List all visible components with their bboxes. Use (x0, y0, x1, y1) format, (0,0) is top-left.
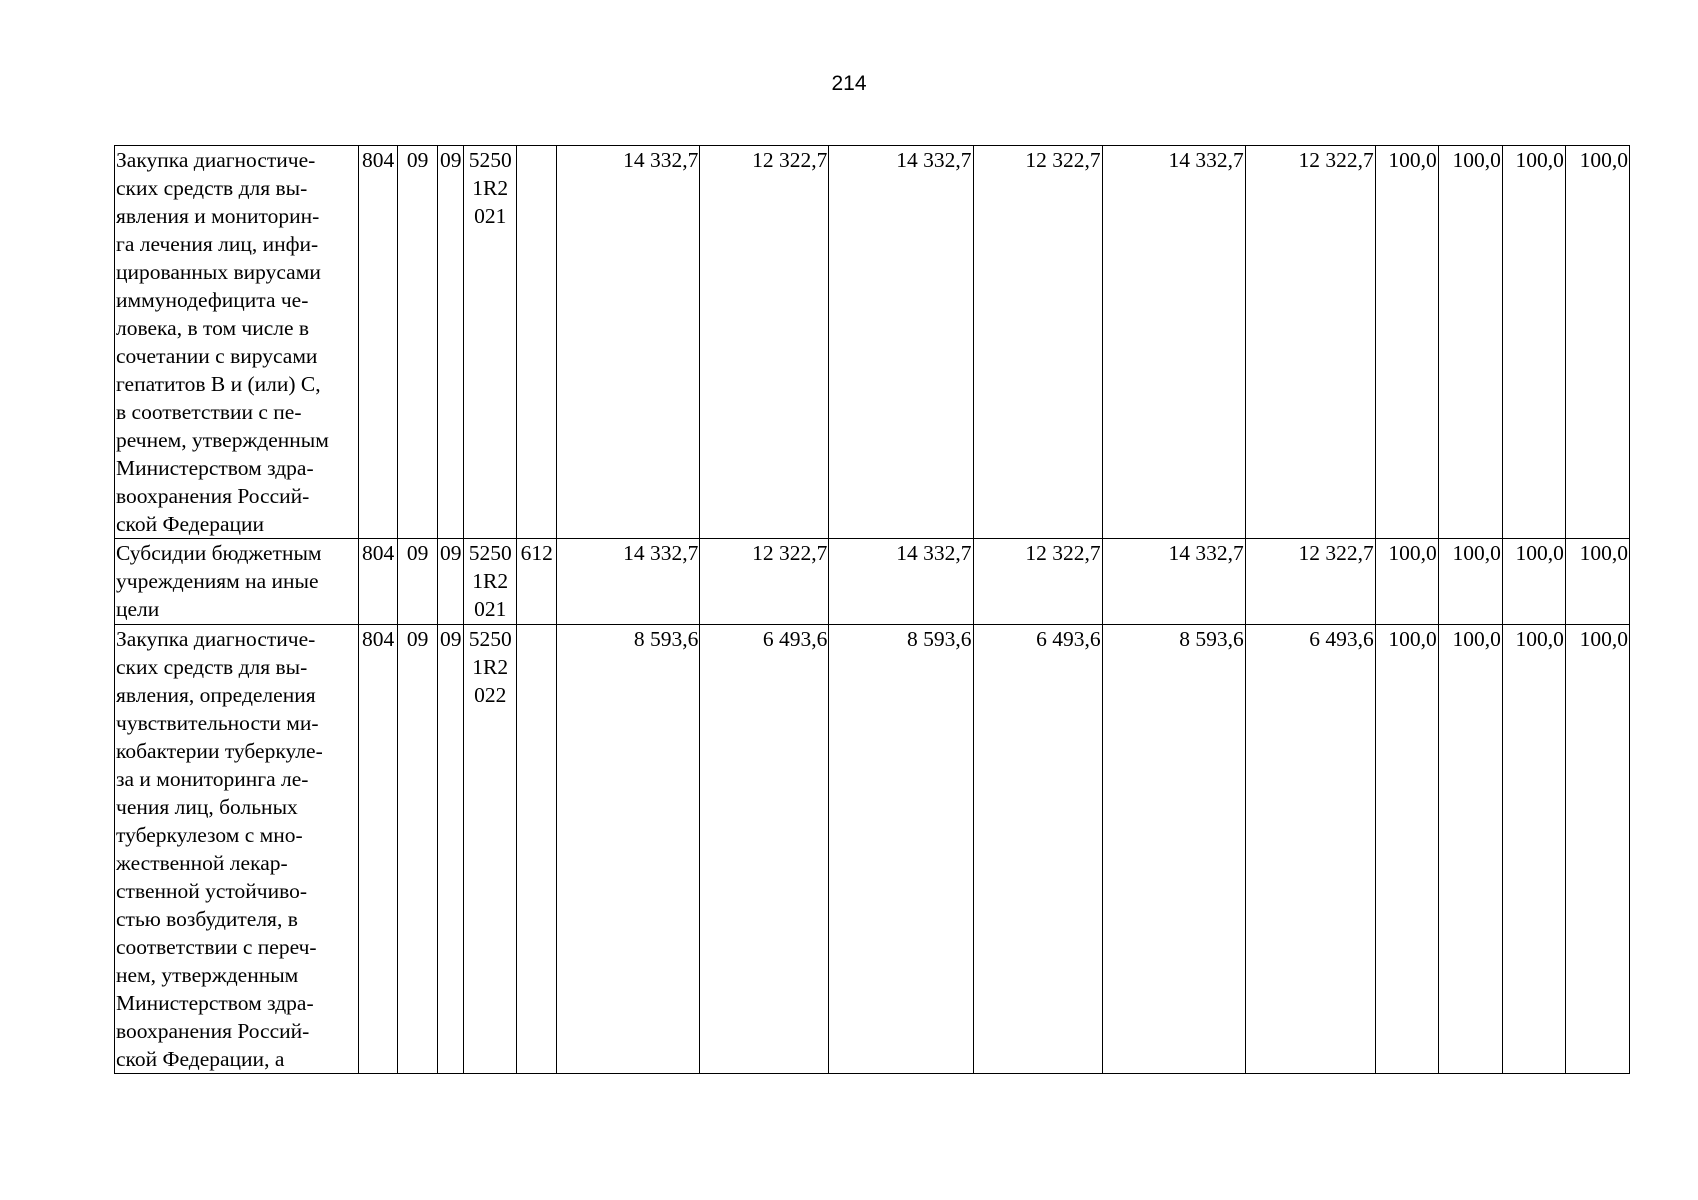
row-name: Закупка диагностиче- ских средств для вы- явления, определения чувствительности ми- кобактерии туберкуле- за и мониторинга ле- чения лиц, больных туберкулезом с мно- жественной лекар- ственной устойчиво- стью возбудителя, в соответствии с переч- нем, утвержденным Министерством здра- воохранения Россий- ской Федерации, а (115, 625, 359, 1074)
section-code: 09 (398, 146, 438, 539)
value-cell: 6 493,6 (700, 625, 829, 1074)
percent-cell: 100,0 (1438, 146, 1502, 539)
value-cell: 14 332,7 (557, 146, 700, 539)
value-cell: 6 493,6 (973, 625, 1102, 1074)
subsection-code: 09 (438, 146, 464, 539)
section-code: 09 (398, 539, 438, 625)
percent-cell: 100,0 (1375, 539, 1438, 625)
budget-table (114, 145, 1630, 1074)
percent-cell: 100,0 (1565, 625, 1629, 1074)
ministry-code: 804 (359, 146, 398, 539)
value-cell: 8 593,6 (557, 625, 700, 1074)
value-cell: 12 322,7 (1245, 539, 1375, 625)
percent-cell: 100,0 (1438, 625, 1502, 1074)
value-cell: 12 322,7 (973, 539, 1102, 625)
value-cell: 12 322,7 (973, 146, 1102, 539)
value-cell: 12 322,7 (1245, 146, 1375, 539)
percent-cell: 100,0 (1375, 625, 1438, 1074)
percent-cell: 100,0 (1502, 146, 1565, 539)
percent-cell: 100,0 (1565, 539, 1629, 625)
percent-cell: 100,0 (1502, 625, 1565, 1074)
percent-cell: 100,0 (1565, 146, 1629, 539)
target-article-code: 5250 1R2 022 (464, 625, 517, 1074)
expense-type-code (517, 146, 557, 539)
value-cell: 12 322,7 (700, 146, 829, 539)
table-row (115, 625, 1630, 1074)
value-cell: 14 332,7 (557, 539, 700, 625)
percent-cell: 100,0 (1502, 539, 1565, 625)
value-cell: 14 332,7 (1102, 539, 1245, 625)
expense-type-code (517, 625, 557, 1074)
ministry-code: 804 (359, 539, 398, 625)
expense-type-code: 612 (517, 539, 557, 625)
row-name: Субсидии бюджетным учреждениям на иные цели (115, 539, 359, 625)
table-row (115, 146, 1630, 539)
row-name: Закупка диагностиче- ских средств для вы- явления и мониторин- га лечения лиц, инфи- цированных вирусами иммунодефицита че- ловека, в том числе в сочетании с вирусами гепатитов В и (или) С, в соответствии с пе- речнем, утвержденным Министерством здра- воохранения Россий- ской Федерации (115, 146, 359, 539)
subsection-code: 09 (438, 625, 464, 1074)
target-article-code: 5250 1R2 021 (464, 539, 517, 625)
value-cell: 6 493,6 (1245, 625, 1375, 1074)
subsection-code: 09 (438, 539, 464, 625)
section-code: 09 (398, 625, 438, 1074)
value-cell: 14 332,7 (829, 539, 973, 625)
target-article-code: 5250 1R2 021 (464, 146, 517, 539)
value-cell: 8 593,6 (1102, 625, 1245, 1074)
value-cell: 14 332,7 (829, 146, 973, 539)
percent-cell: 100,0 (1438, 539, 1502, 625)
percent-cell: 100,0 (1375, 146, 1438, 539)
value-cell: 14 332,7 (1102, 146, 1245, 539)
value-cell: 8 593,6 (829, 625, 973, 1074)
page-number: 214 (831, 72, 867, 95)
ministry-code: 804 (359, 625, 398, 1074)
table-row (115, 539, 1630, 625)
value-cell: 12 322,7 (700, 539, 829, 625)
